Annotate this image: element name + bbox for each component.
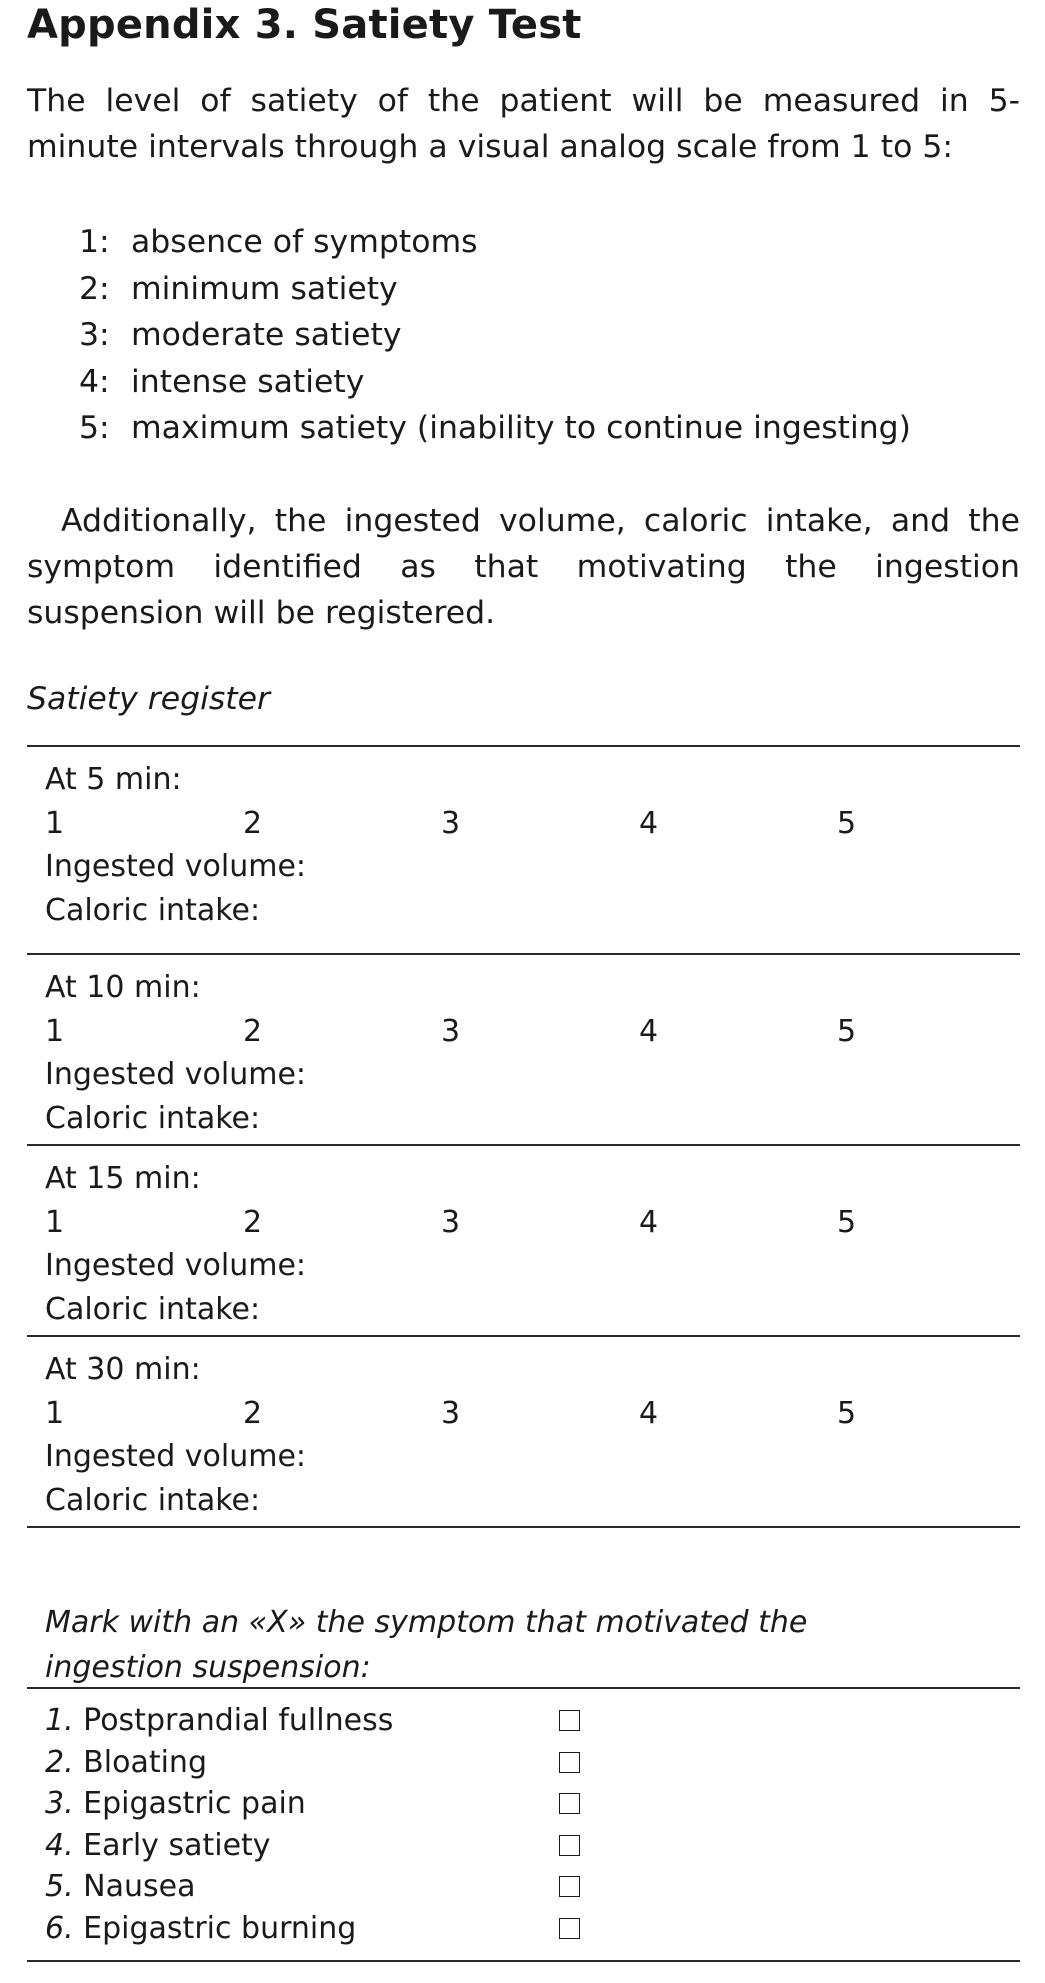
scale-option-1[interactable]: 1 [45, 1395, 65, 1431]
scale-row [45, 1010, 1005, 1054]
scale-item-number: 5: [79, 410, 110, 446]
intro-paragraph: The level of satiety of the patient will be measured in 5-minute intervals through a visual analog scale from 1 to 5: [27, 83, 1020, 165]
symptom-instruction: Mark with an «X» the symptom that motivated the ingestion suspension: [45, 1605, 808, 1685]
table-rule [27, 1335, 1020, 1337]
time-label: At 15 min: [45, 1161, 201, 1196]
symptom-label: Postprandial fullness [83, 1703, 394, 1738]
symptom-row [45, 1742, 945, 1784]
additional-paragraph: Additionally, the ingested volume, caloric intake, and the symptom identified as that motivating the ingestion suspension will be registered. [27, 503, 1020, 631]
symptom-number: 5. [45, 1869, 74, 1904]
symptom-checkbox[interactable] [559, 1793, 580, 1814]
symptom-row [45, 1825, 945, 1867]
symptom-number: 4. [45, 1827, 74, 1863]
symptom-row [45, 1908, 945, 1950]
scale-option-2[interactable]: 2 [243, 1204, 263, 1240]
symptom-label: Epigastric pain [83, 1786, 306, 1821]
register-block-15min [45, 1157, 1005, 1331]
symptom-number: 6. [45, 1910, 74, 1946]
scale-option-1[interactable]: 1 [45, 1204, 65, 1240]
scale-option-1[interactable]: 1 [45, 1013, 65, 1049]
scale-item [79, 405, 911, 452]
symptom-number: 2. [45, 1744, 74, 1780]
scale-option-5[interactable]: 5 [837, 1395, 857, 1431]
table-rule [27, 953, 1020, 955]
scale-option-4[interactable]: 4 [639, 1013, 659, 1049]
scale-item-text: absence of symptoms [131, 224, 478, 260]
symptom-row [45, 1783, 945, 1825]
symptom-checkbox[interactable] [559, 1835, 580, 1856]
time-label: At 30 min: [45, 1352, 201, 1387]
symptom-label: Early satiety [83, 1827, 271, 1863]
time-label: At 5 min: [45, 762, 182, 797]
scale-option-3[interactable]: 3 [441, 1204, 461, 1240]
scale-option-4[interactable]: 4 [639, 805, 659, 841]
scale-option-5[interactable]: 5 [837, 1013, 857, 1049]
ingested-volume-label: Ingested volume: [45, 1248, 307, 1283]
symptom-label: Nausea [83, 1869, 196, 1904]
scale-option-3[interactable]: 3 [441, 1395, 461, 1431]
symptom-row [45, 1866, 945, 1908]
scale-row [45, 1392, 1005, 1436]
page-title: Appendix 3. Satiety Test [27, 2, 582, 48]
scale-option-3[interactable]: 3 [441, 805, 461, 841]
symptom-checkbox[interactable] [559, 1710, 580, 1731]
scale-item-text: moderate satiety [131, 317, 402, 353]
symptom-label: Bloating [83, 1744, 207, 1780]
caloric-intake-label: Caloric intake: [45, 1100, 261, 1136]
scale-item-number: 1: [79, 224, 110, 260]
caloric-intake-label: Caloric intake: [45, 892, 261, 928]
scale-option-2[interactable]: 2 [243, 805, 263, 841]
scale-option-5[interactable]: 5 [837, 1204, 857, 1240]
scale-row [45, 802, 1005, 846]
symptom-label: Epigastric burning [83, 1910, 357, 1946]
scale-item [79, 312, 911, 359]
scale-definition-list [79, 219, 911, 452]
ingested-volume-label: Ingested volume: [45, 1057, 307, 1092]
symptom-checkbox[interactable] [559, 1876, 580, 1897]
scale-item-text: maximum satiety (inability to continue ingesting) [131, 410, 911, 446]
symptom-row [45, 1700, 945, 1742]
scale-option-5[interactable]: 5 [837, 805, 857, 841]
table-rule [27, 745, 1020, 747]
register-block-30min [45, 1348, 1005, 1522]
scale-item-number: 4: [79, 363, 110, 400]
symptom-list [45, 1700, 945, 1949]
scale-option-4[interactable]: 4 [639, 1395, 659, 1431]
scale-item [79, 219, 911, 266]
scale-item-number: 2: [79, 270, 110, 307]
satiety-register-title: Satiety register [27, 681, 270, 717]
symptom-checkbox[interactable] [559, 1752, 580, 1773]
symptom-number: 1. [45, 1703, 74, 1738]
scale-item-number: 3: [79, 317, 110, 353]
table-rule [27, 1687, 1020, 1689]
scale-row [45, 1201, 1005, 1245]
scale-option-2[interactable]: 2 [243, 1013, 263, 1049]
time-label: At 10 min: [45, 970, 201, 1005]
caloric-intake-label: Caloric intake: [45, 1291, 261, 1327]
scale-item-text: minimum satiety [131, 270, 398, 307]
table-rule [27, 1526, 1020, 1528]
register-block-5min [45, 758, 1005, 932]
table-rule [27, 1960, 1020, 1962]
caloric-intake-label: Caloric intake: [45, 1482, 261, 1518]
scale-option-1[interactable]: 1 [45, 805, 65, 841]
table-rule [27, 1144, 1020, 1146]
scale-item [79, 359, 911, 406]
symptom-checkbox[interactable] [559, 1918, 580, 1939]
scale-option-3[interactable]: 3 [441, 1013, 461, 1049]
scale-option-4[interactable]: 4 [639, 1204, 659, 1240]
ingested-volume-label: Ingested volume: [45, 1439, 307, 1474]
register-block-10min [45, 966, 1005, 1140]
scale-item-text: intense satiety [131, 363, 365, 400]
symptom-number: 3. [45, 1786, 74, 1821]
ingested-volume-label: Ingested volume: [45, 849, 307, 884]
scale-option-2[interactable]: 2 [243, 1395, 263, 1431]
scale-item [79, 266, 911, 313]
